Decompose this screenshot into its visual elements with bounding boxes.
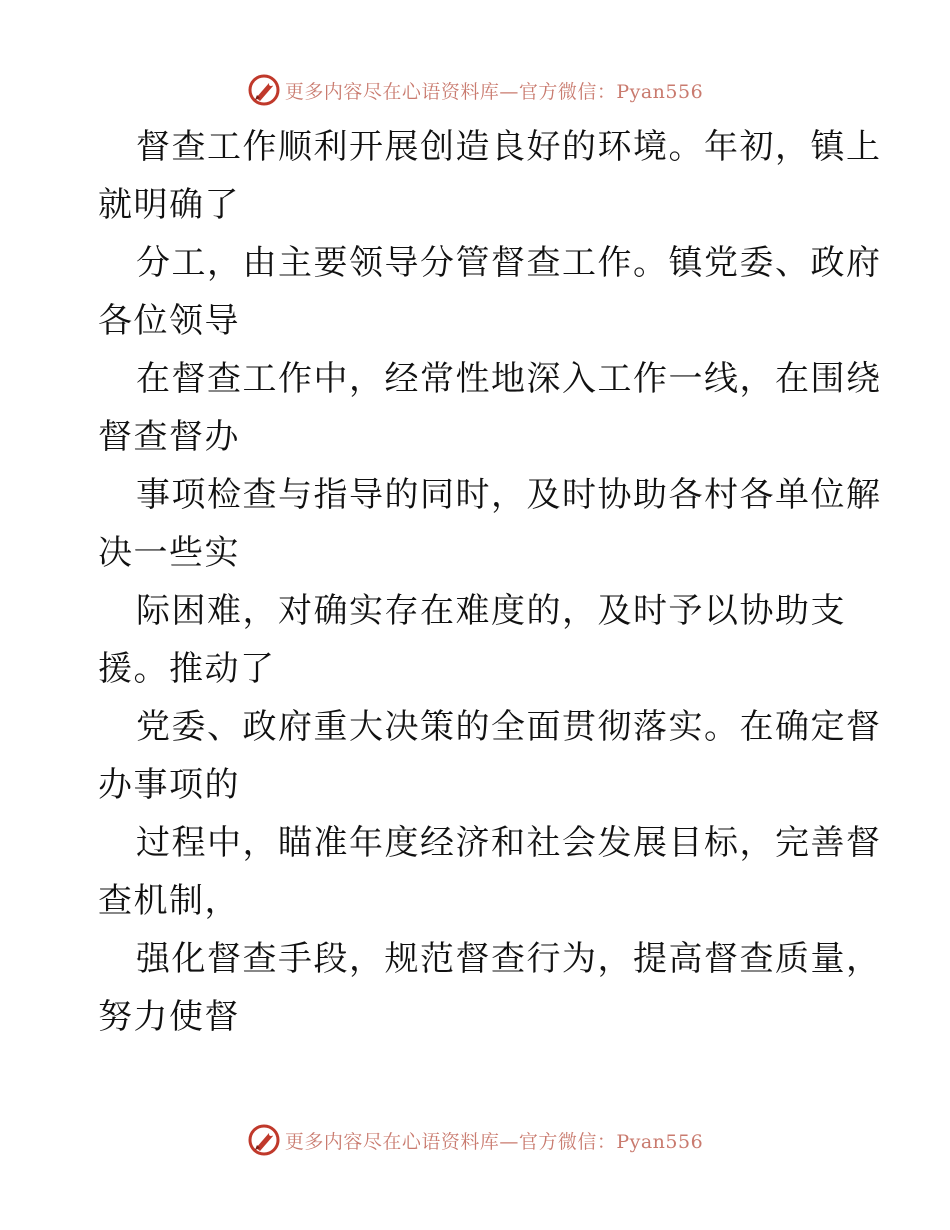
text-line: 事项检查与指导的同时，及时协助各村各单位解 <box>136 475 882 515</box>
pen-seal-logo-icon <box>247 1123 281 1157</box>
header-banner-text: 更多内容尽在心语资料库—官方微信：Pyan556 <box>284 80 704 103</box>
document-body <box>98 118 882 1046</box>
footer-banner-text: 更多内容尽在心语资料库—官方微信：Pyan556 <box>284 1130 704 1153</box>
text-line: 办事项的 <box>98 765 240 805</box>
text-line: 就明确了 <box>98 185 240 225</box>
text-line: 援。推动了 <box>98 649 276 689</box>
header-banner <box>0 70 950 110</box>
text-line: 查机制， <box>98 881 240 921</box>
text-line: 在督查工作中，经常性地深入工作一线，在围绕 <box>136 359 882 399</box>
text-line: 强化督查手段，规范督查行为，提高督查质量， <box>136 939 882 979</box>
text-line: 际困难，对确实存在难度的，及时予以协助支 <box>136 591 846 631</box>
text-line: 党委、政府重大决策的全面贯彻落实。在确定督 <box>136 707 882 747</box>
text-line: 分工，由主要领导分管督查工作。镇党委、政府 <box>136 243 882 283</box>
footer-banner <box>0 1120 950 1160</box>
text-line: 决一些实 <box>98 533 240 573</box>
text-line: 各位领导 <box>98 301 240 341</box>
pen-seal-logo-icon <box>247 73 281 107</box>
text-line: 督查督办 <box>98 417 240 457</box>
text-line: 努力使督 <box>98 997 240 1037</box>
text-line: 督查工作顺利开展创造良好的环境。年初，镇上 <box>136 127 882 167</box>
text-line: 过程中，瞄准年度经济和社会发展目标，完善督 <box>136 823 882 863</box>
